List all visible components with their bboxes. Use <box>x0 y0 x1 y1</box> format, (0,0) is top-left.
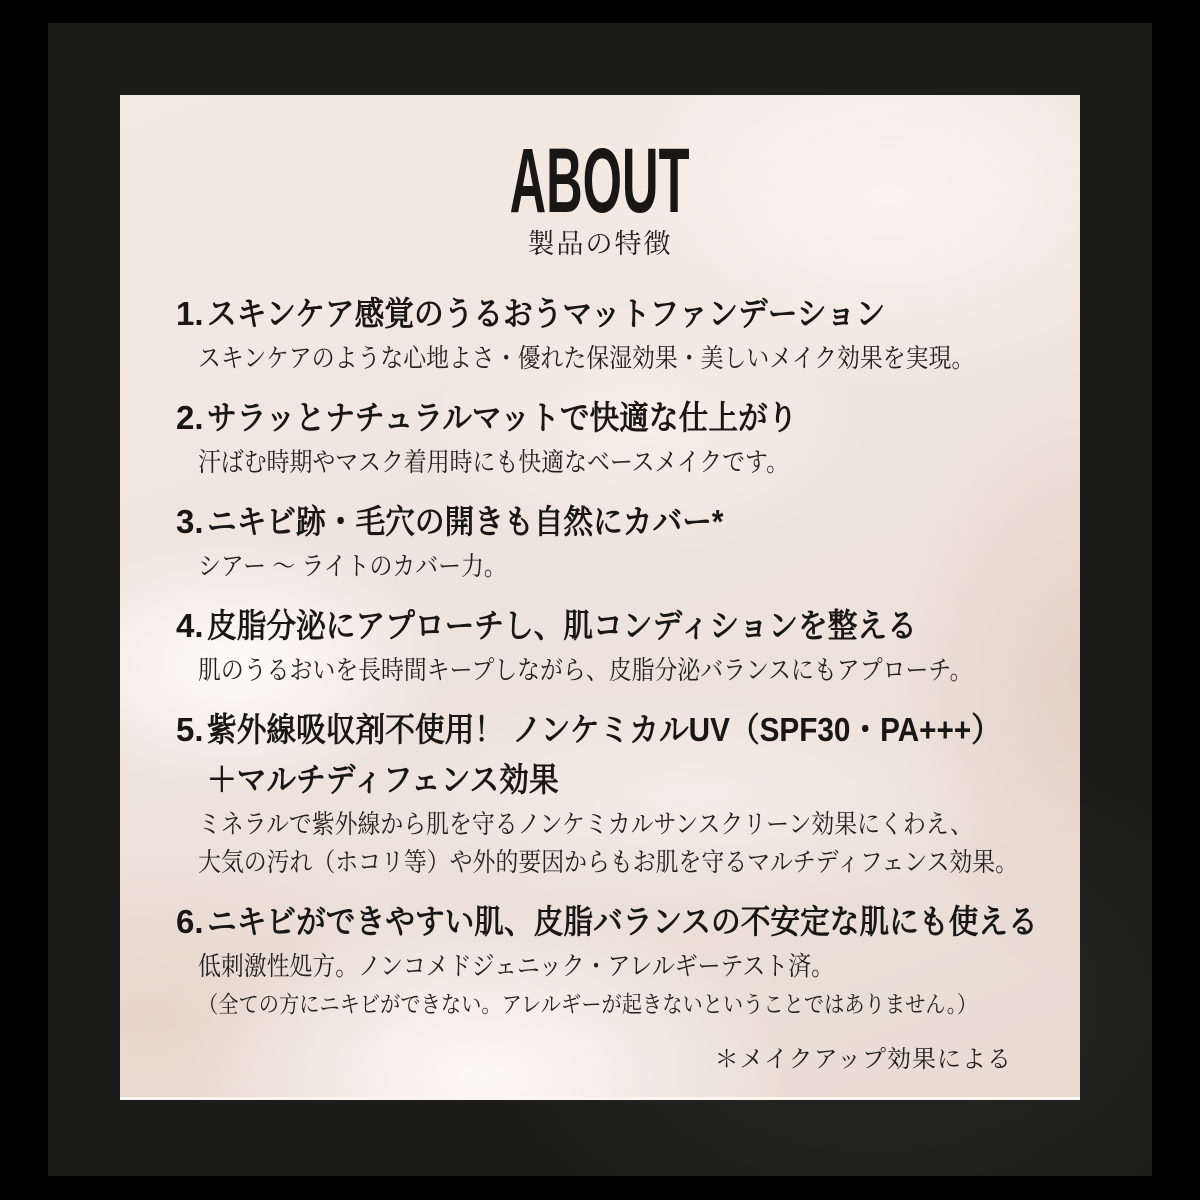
feature-description-line: 低刺激性処方。ノンコメドジェニック・アレルギーテスト済。 <box>198 951 834 981</box>
feature-title <box>207 289 1040 339</box>
feature-title <box>207 601 1040 651</box>
feature-number: 1. <box>176 295 204 332</box>
feature-number: 3. <box>176 503 204 540</box>
feature-description <box>198 443 1040 481</box>
feature-item <box>176 705 1040 881</box>
feature-title-line: ニキビ跡・毛穴の開きも自然にカバー* <box>207 503 724 540</box>
feature-description-line: 汗ばむ時期やマスク着用時にも快適なベースメイクです。 <box>198 447 790 477</box>
feature-item <box>176 897 1040 1023</box>
feature-description-line: スキンケアのような心地よさ・優れた保湿効果・美しいメイク効果を実現。 <box>198 343 975 373</box>
feature-title <box>207 497 1040 547</box>
footnote: ＊メイクアップ効果による <box>714 1046 1012 1073</box>
feature-title-line: スキンケア感覚のうるおうマットファンデーション <box>207 295 886 332</box>
about-panel <box>120 95 1080 1100</box>
feature-title-line: ニキビができやすい肌、皮脂バランスの不安定な肌にも使える <box>207 903 1038 940</box>
page-title: ABOUT <box>510 130 690 232</box>
feature-description-line: シアー ～ ライトのカバー力。 <box>198 551 507 581</box>
feature-item <box>176 497 1040 585</box>
feature-title-line: 紫外線吸収剤不使用！ ノンケミカルUV（SPF30・PA+++） <box>207 711 1001 748</box>
feature-description <box>198 651 1040 689</box>
feature-description-line: 肌のうるおいを長時間キープしながら、皮脂分泌バランスにもアプローチ。 <box>198 655 973 685</box>
feature-number: 4. <box>176 607 204 644</box>
feature-title-line: サラッとナチュラルマットで快適な仕上がり <box>207 399 798 436</box>
feature-number: 5. <box>176 711 204 748</box>
feature-description <box>198 547 1040 585</box>
page-subtitle: 製品の特徴 <box>527 229 673 259</box>
feature-description-line: 大気の汚れ（ホコリ等）や外的要因からもお肌を守るマルチディフェンス効果。 <box>198 847 1019 877</box>
feature-title-line: ＋マルチディフェンス効果 <box>207 761 559 798</box>
feature-number: 6. <box>176 903 204 940</box>
feature-title <box>207 393 1040 443</box>
feature-number: 2. <box>176 399 204 436</box>
feature-title <box>207 897 1040 947</box>
feature-description <box>198 339 1040 377</box>
feature-description <box>198 805 1040 881</box>
feature-list <box>120 289 1080 1023</box>
page-title-wrap <box>120 130 1080 232</box>
feature-description <box>198 947 1040 1023</box>
feature-item <box>176 601 1040 689</box>
feature-description-line: ミネラルで紫外線から肌を守るノンケミカルサンスクリーン効果にくわえ、 <box>198 809 973 839</box>
feature-title-line: 皮脂分泌にアプローチし、肌コンディションを整える <box>207 607 917 644</box>
feature-description-line: （全ての方にニキビができない。アレルギーが起きないということではありません。） <box>198 991 978 1017</box>
feature-title <box>207 705 1040 805</box>
feature-item <box>176 289 1040 377</box>
feature-item <box>176 393 1040 481</box>
